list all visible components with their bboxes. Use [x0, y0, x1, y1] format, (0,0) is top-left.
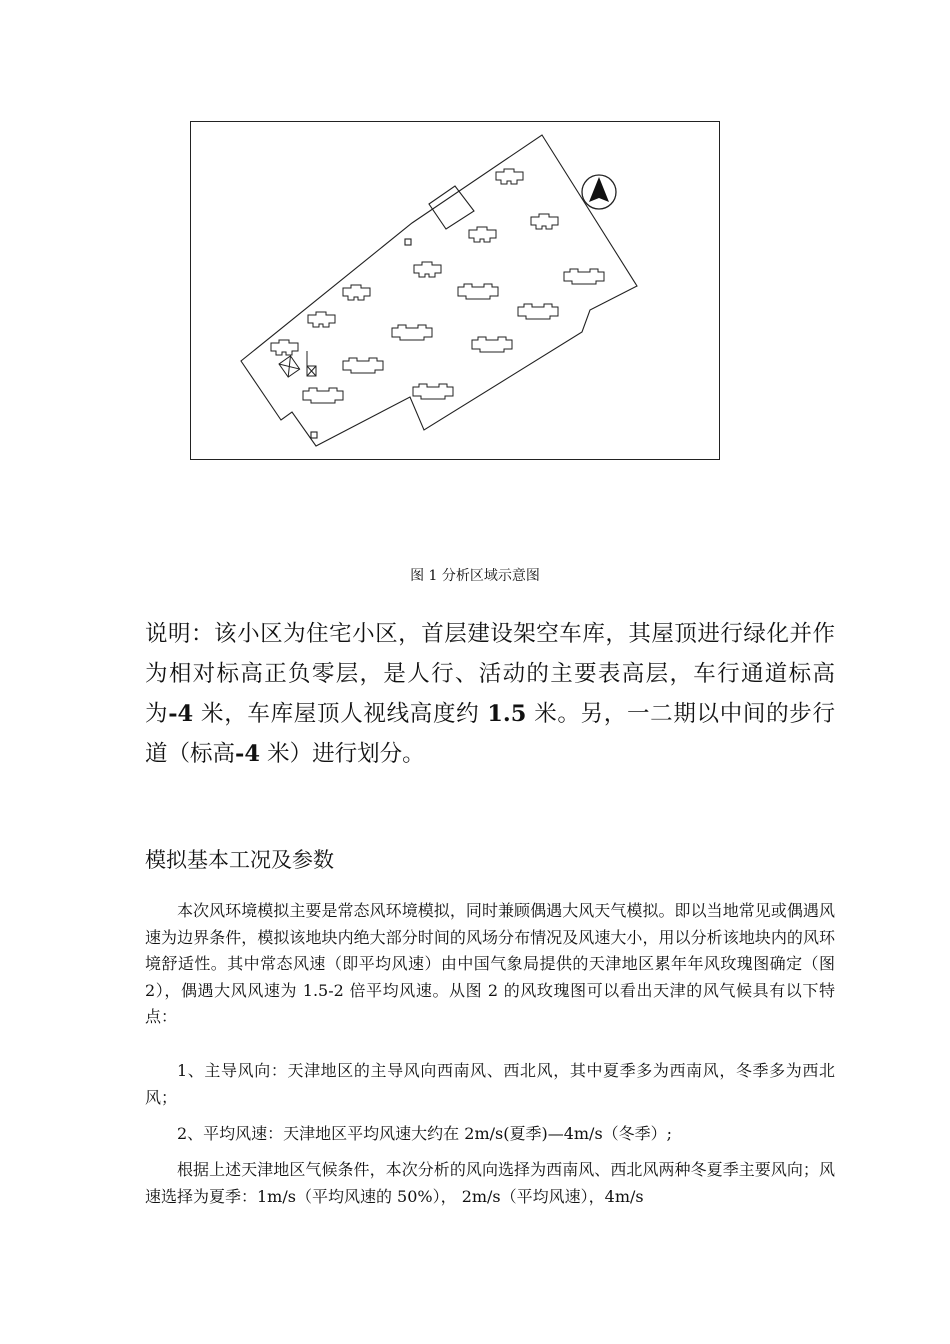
building	[531, 214, 558, 229]
building	[518, 304, 558, 319]
elevation-value: -4	[168, 701, 194, 727]
building	[303, 388, 343, 403]
building	[271, 340, 298, 355]
facility-marker	[279, 356, 300, 377]
building	[308, 312, 335, 327]
building	[472, 337, 512, 352]
body-paragraph: 根据上述天津地区气候条件，本次分析的风向选择为西南风、西北风两种冬夏季主要风向；风速选择为夏季：1m/s（平均风速的 50%）， 2m/s（平均风速），4m/s	[145, 1160, 835, 1206]
building	[564, 269, 604, 284]
building	[392, 325, 432, 340]
boundary-marker	[405, 239, 411, 245]
north-arrow-icon	[582, 175, 616, 209]
figure-caption: 图 1 分析区域示意图	[410, 568, 540, 584]
walkway-elevation-value: -4	[235, 741, 261, 767]
building	[458, 284, 498, 299]
site-plan-drawing	[191, 122, 721, 461]
site-plan-figure	[190, 121, 720, 460]
building	[343, 358, 383, 373]
body-paragraph: 本次风环境模拟主要是常态风环境模拟，同时兼顾偶遇大风天气模拟。即以当地常见或偶遇风速为边界条件，模拟该地块内绝大部分时间的风场分布情况及风速大小，用以分析该地块内的风环境舒适性。其中常态风速（即平均风速）由中国气象局提供的天津地区累年年风玫瑰图确定（图 2），偶遇大风风速为 1.5-2 倍平均风速。从图 2 的风玫瑰图可以看出天津的风气候具有以下特点：	[145, 901, 835, 1026]
description-text: 米。另，一二期以中间的步行道（标高	[145, 701, 836, 767]
body-paragraph: 1、主导风向：天津地区的主导风向西南风、西北风，其中夏季多为西南风，冬季多为西北风；	[145, 1061, 835, 1107]
building	[414, 262, 441, 277]
description-text: 米）进行划分。	[260, 741, 425, 767]
eye-height-value: 1.5	[487, 701, 527, 727]
section-heading: 模拟基本工况及参数	[145, 848, 334, 872]
description-text: 说明：该小区为住宅小区，首层建设架空车库，其屋顶进行绿化并作为相对标高正负零层，是人行、活动的主要表高层，车行通道标高为	[145, 621, 835, 727]
building	[469, 227, 496, 242]
description-paragraph	[145, 614, 835, 774]
building	[343, 285, 370, 300]
building	[496, 169, 523, 184]
boundary-marker	[311, 432, 317, 438]
facility-marker	[307, 366, 316, 376]
body-paragraph: 2、平均风速：天津地区平均风速大约在 2m/s(夏季)—4m/s（冬季）;	[177, 1124, 673, 1143]
description-text: 米，车库屋顶人视线高度约	[193, 701, 488, 727]
building	[413, 384, 453, 399]
